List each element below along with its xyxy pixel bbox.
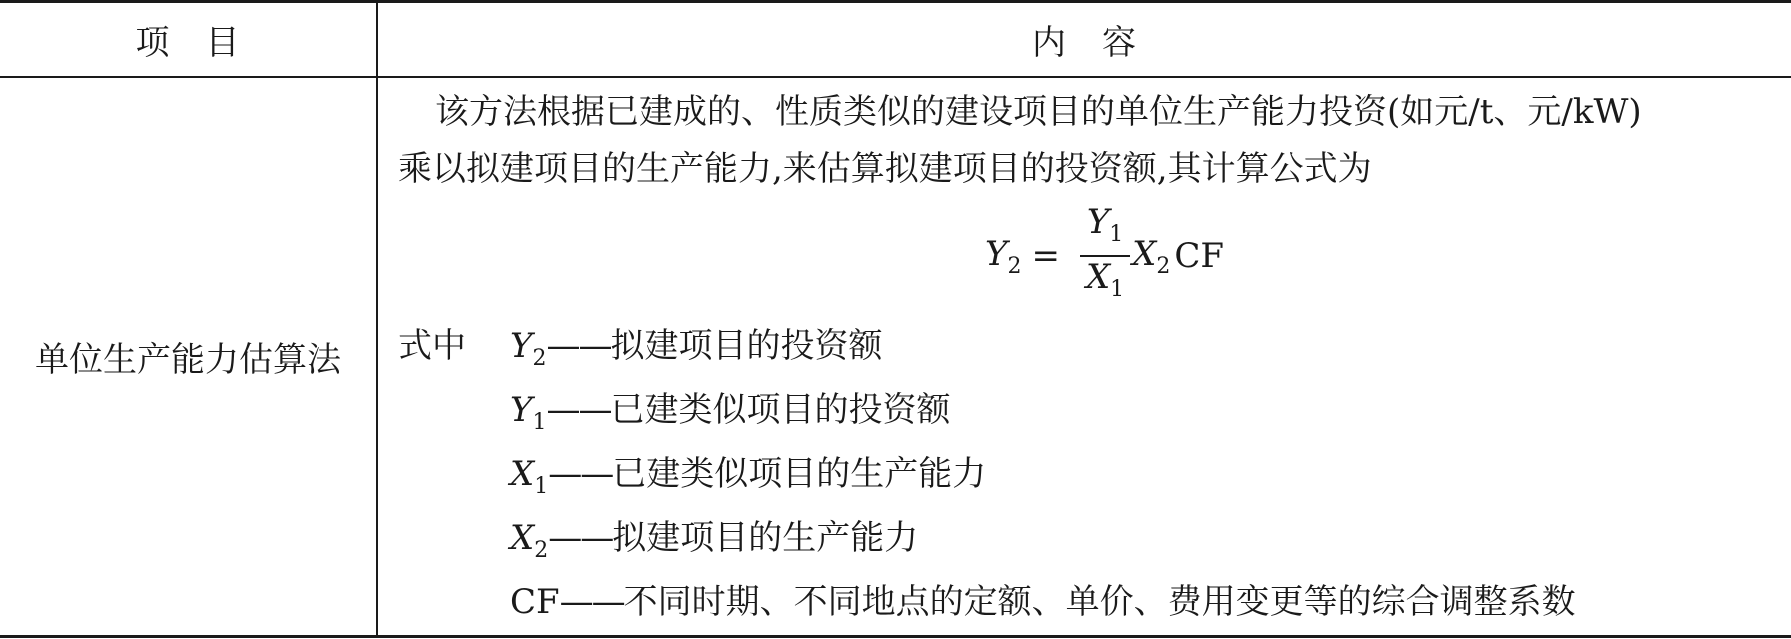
definition-item: $X_1——$已建类似项目的生产能力 — [510, 454, 987, 499]
header-content — [378, 3, 1791, 76]
definition-item: $X_2——$拟建项目的生产能力 — [510, 518, 919, 563]
header-item — [0, 3, 376, 76]
header-item-label: 项 目 — [135, 23, 241, 63]
formula-factor: CF — [1174, 236, 1224, 276]
row-label — [0, 78, 376, 635]
formula-multiplier: $X_2$ — [1132, 233, 1171, 279]
formula-equals: = — [1031, 236, 1060, 276]
formula-lhs: $Y_2$ — [985, 233, 1022, 279]
header-content-label: 内 容 — [1032, 23, 1137, 63]
column-divider — [376, 0, 378, 638]
row-label-text: 单位生产能力估算法 — [35, 340, 341, 380]
table-bottom-rule — [0, 635, 1791, 638]
paragraph-line-2: 乘以拟建项目的生产能力,来估算拟建项目的投资额,其计算公式为 — [398, 149, 1372, 189]
paragraph-line-1: 该方法根据已建成的、性质类似的建设项目的单位生产能力投资(如元/t、元/kW) — [435, 92, 1642, 132]
formula-numerator: $Y_1$ — [1086, 202, 1124, 247]
formula-fraction — [1080, 202, 1130, 310]
formula — [985, 202, 1224, 306]
definition-item: CF——不同时期、不同地点的定额、单价、费用变更等的综合调整系数 — [510, 582, 1576, 622]
definition-item: $Y_1——$已建类似项目的投资额 — [510, 390, 951, 435]
definition-item: $Y_2——$拟建项目的投资额 — [510, 326, 883, 371]
formula-denominator: $X_1$ — [1080, 255, 1130, 310]
where-label: 式中 — [398, 326, 466, 366]
